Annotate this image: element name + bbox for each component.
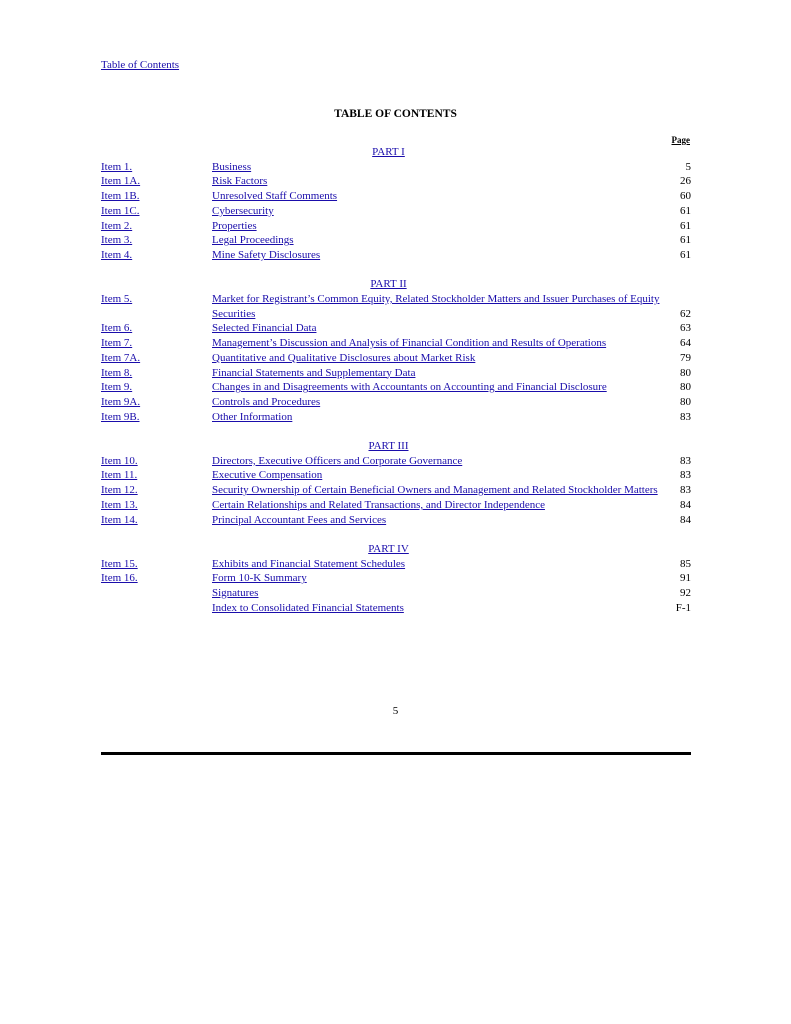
toc-item-title-link[interactable]: Properties [212, 219, 257, 232]
toc-item-number-cell [101, 160, 212, 175]
toc-item-number-link[interactable]: Item 13. [101, 498, 138, 511]
toc-item-title-cell [212, 366, 662, 381]
toc-item-page: 84 [680, 498, 691, 511]
toc-item-title-link[interactable]: Selected Financial Data [212, 322, 317, 335]
toc-item-number-link[interactable]: Item 10. [101, 454, 138, 467]
toc-item-title-link[interactable]: Executive Compensation [212, 469, 323, 482]
toc-item-page: 62 [680, 307, 691, 320]
toc-row [101, 395, 691, 410]
toc-item-title-link[interactable]: Form 10-K Summary [212, 572, 307, 585]
toc-item-number-link[interactable]: Item 1B. [101, 190, 140, 203]
page-number: 5 [392, 705, 399, 717]
toc-row [101, 292, 691, 321]
part-heading-link[interactable]: PART I [372, 146, 405, 158]
toc-item-number-link[interactable]: Item 16. [101, 572, 138, 585]
toc-row [101, 498, 691, 513]
toc-item-number-link[interactable]: Item 9A. [101, 395, 141, 408]
toc-item-title-cell [212, 601, 662, 616]
toc-item-page: 64 [680, 337, 691, 350]
toc-item-number-cell [101, 410, 212, 425]
toc-item-number-cell [101, 321, 212, 336]
section-gap [101, 263, 691, 278]
toc-item-number-cell [101, 557, 212, 572]
part-heading [101, 277, 676, 292]
toc-item-page: 79 [680, 351, 691, 364]
toc-item-title-link[interactable]: Other Information [212, 410, 293, 423]
toc-item-number-link[interactable]: Item 1A. [101, 175, 141, 188]
toc-item-number-link[interactable]: Item 7A. [101, 351, 141, 364]
toc-row [101, 454, 691, 469]
toc-row [101, 601, 691, 616]
toc-item-title-cell [212, 513, 662, 528]
toc-item-title-cell [212, 410, 662, 425]
toc-item-title-cell [212, 189, 662, 204]
toc-item-page: F-1 [675, 601, 691, 614]
toc-item-number-link[interactable]: Item 4. [101, 248, 133, 261]
toc-item-page: 80 [680, 395, 691, 408]
part-heading-link[interactable]: PART III [368, 440, 409, 452]
toc-row [101, 174, 691, 189]
toc-row [101, 557, 691, 572]
footer-rule [101, 752, 691, 755]
toc-item-number-cell [101, 219, 212, 234]
toc-row [101, 160, 691, 175]
toc-table [101, 145, 691, 615]
toc-row [101, 513, 691, 528]
toc-item-title-cell [212, 483, 662, 498]
part-heading [101, 439, 676, 454]
toc-item-number-cell [101, 513, 212, 528]
toc-item-number-cell [101, 586, 212, 601]
page-title: TABLE OF CONTENTS [334, 108, 457, 120]
toc-row [101, 189, 691, 204]
toc-item-title-cell [212, 395, 662, 410]
toc-item-number-cell [101, 248, 212, 263]
toc-item-page: 61 [680, 204, 691, 217]
toc-item-number-cell [101, 366, 212, 381]
toc-row [101, 248, 691, 263]
toc-item-number-link[interactable]: Item 8. [101, 366, 133, 379]
toc-item-title-cell [212, 219, 662, 234]
toc-row [101, 410, 691, 425]
toc-item-title-link[interactable]: Principal Accountant Fees and Services [212, 513, 387, 526]
toc-row [101, 468, 691, 483]
toc-item-title-cell [212, 336, 662, 351]
toc-row [101, 351, 691, 366]
section-gap [101, 424, 691, 439]
toc-item-page: 5 [685, 160, 691, 173]
toc-item-page: 61 [680, 248, 691, 261]
toc-row [101, 366, 691, 381]
toc-item-title-cell [212, 204, 662, 219]
toc-row [101, 571, 691, 586]
toc-item-page: 61 [680, 219, 691, 232]
toc-item-title-link[interactable]: Changes in and Disagreements with Accountants on Accounting and Financial Disclosure [212, 381, 607, 394]
toc-item-page: 84 [680, 513, 691, 526]
toc-item-page: 63 [680, 322, 691, 335]
table-of-contents-link[interactable]: Table of Contents [101, 59, 180, 71]
toc-item-number-cell [101, 454, 212, 469]
toc-item-number-cell [101, 189, 212, 204]
toc-item-number-link[interactable]: Item 12. [101, 484, 138, 497]
toc-item-number-cell [101, 336, 212, 351]
toc-item-title-cell [212, 248, 662, 263]
toc-row [101, 204, 691, 219]
toc-item-title-cell [212, 498, 662, 513]
toc-item-number-link[interactable]: Item 1C. [101, 204, 140, 217]
toc-item-title-link[interactable]: Certain Relationships and Related Transactions, and Director Independence [212, 498, 545, 511]
toc-row [101, 586, 691, 601]
toc-item-page: 61 [680, 234, 691, 247]
part-heading-link[interactable]: PART IV [368, 542, 409, 555]
toc-item-number-cell [101, 571, 212, 586]
toc-item-title-link[interactable]: Cybersecurity [212, 204, 274, 217]
toc-item-number-link[interactable]: Item 9B. [101, 410, 140, 423]
toc-item-title-cell [212, 160, 662, 175]
toc-item-number-link[interactable]: Item 2. [101, 219, 133, 232]
toc-row [101, 336, 691, 351]
toc-item-number-link[interactable]: Item 1. [101, 160, 133, 173]
toc-item-title-link[interactable]: Index to Consolidated Financial Statements [212, 601, 404, 614]
toc-item-title-link[interactable]: Unresolved Staff Comments [212, 190, 338, 203]
toc-item-number-link[interactable]: Item 14. [101, 513, 138, 526]
toc-item-number-cell [101, 498, 212, 513]
toc-item-page: 60 [680, 190, 691, 203]
toc-item-title-link[interactable]: Market for Registrant’s Common Equity, Related Stockholder Matters and Issuer Purchases of Equity Securities [212, 292, 660, 320]
toc-item-page: 26 [680, 175, 691, 188]
toc-item-number-cell [101, 468, 212, 483]
toc-item-title-cell [212, 586, 662, 601]
toc-item-number-cell [101, 292, 212, 321]
toc-row [101, 321, 691, 336]
toc-item-number-cell [101, 233, 212, 248]
toc-item-number-cell [101, 395, 212, 410]
toc-item-number-link[interactable]: Item 9. [101, 381, 133, 394]
toc-row [101, 483, 691, 498]
toc-item-number-cell [101, 174, 212, 189]
toc-row [101, 219, 691, 234]
toc-item-title-cell [212, 468, 662, 483]
toc-item-title-cell [212, 380, 662, 395]
toc-item-title-link[interactable]: Financial Statements and Supplementary Data [212, 366, 416, 379]
part-heading [101, 542, 676, 557]
toc-item-page: 80 [680, 366, 691, 379]
toc-item-title-link[interactable]: Risk Factors [212, 175, 268, 188]
toc-item-title-link[interactable]: Mine Safety Disclosures [212, 248, 321, 261]
toc-item-number-cell [101, 204, 212, 219]
toc-item-number-cell [101, 483, 212, 498]
toc-item-page: 80 [680, 381, 691, 394]
toc-item-title-link[interactable]: Controls and Procedures [212, 395, 321, 408]
toc-item-page: 83 [680, 454, 691, 467]
toc-item-page: 85 [680, 557, 691, 570]
toc-item-title-link[interactable]: Quantitative and Qualitative Disclosures about Market Risk [212, 351, 476, 364]
toc-item-title-link[interactable]: Signatures [212, 586, 259, 599]
toc-item-page: 83 [680, 469, 691, 482]
toc-item-title-link[interactable]: Exhibits and Financial Statement Schedules [212, 557, 406, 570]
toc-item-number-link[interactable]: Item 5. [101, 292, 133, 305]
toc-item-number-link[interactable]: Item 11. [101, 469, 138, 482]
toc-item-number-cell [101, 601, 212, 616]
toc-item-title-cell [212, 233, 662, 248]
toc-item-title-cell [212, 557, 662, 572]
toc-item-number-cell [101, 380, 212, 395]
toc-item-title-cell [212, 351, 662, 366]
section-gap [101, 527, 691, 542]
page-column-header: Page [671, 135, 690, 145]
toc-item-title-link[interactable]: Legal Proceedings [212, 234, 294, 247]
toc-item-number-link[interactable]: Item 15. [101, 557, 138, 570]
toc-item-page: 91 [680, 572, 691, 585]
toc-item-title-link[interactable]: Business [212, 160, 252, 173]
toc-item-title-cell [212, 454, 662, 469]
toc-item-title-cell [212, 571, 662, 586]
toc-row [101, 380, 691, 395]
toc-item-page: 83 [680, 410, 691, 423]
part-heading-link[interactable]: PART II [370, 278, 407, 291]
toc-item-page: 92 [680, 586, 691, 599]
toc-item-title-link[interactable]: Management’s Discussion and Analysis of Financial Condition and Results of Operations [212, 337, 607, 350]
toc-item-title-cell [212, 174, 662, 189]
toc-item-title-cell [212, 321, 662, 336]
toc-row [101, 233, 691, 248]
toc-item-page: 83 [680, 484, 691, 497]
toc-item-number-link[interactable]: Item 7. [101, 337, 133, 350]
toc-item-title-cell [212, 292, 662, 321]
toc-item-number-cell [101, 351, 212, 366]
toc-item-number-link[interactable]: Item 6. [101, 322, 133, 335]
toc-item-number-link[interactable]: Item 3. [101, 234, 133, 247]
part-heading [101, 145, 676, 160]
toc-item-title-link[interactable]: Security Ownership of Certain Beneficial Owners and Management and Related Stockholder Matters [212, 484, 658, 497]
toc-item-title-link[interactable]: Directors, Executive Officers and Corporate Governance [212, 454, 463, 467]
